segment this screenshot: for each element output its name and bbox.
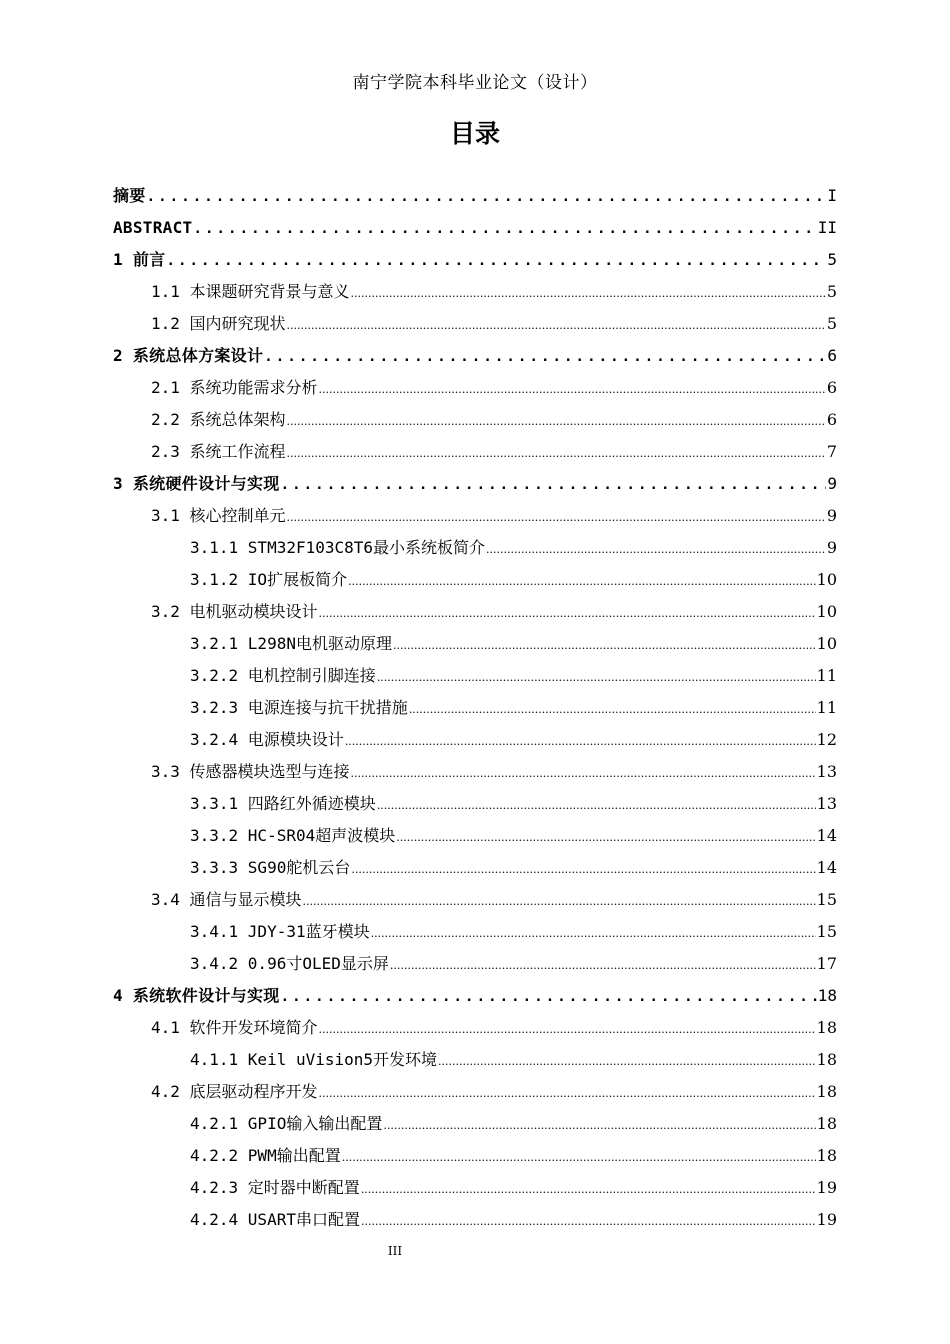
toc-entry-label: 1.1 本课题研究背景与意义 xyxy=(151,282,350,301)
toc-entry-page-number: I xyxy=(827,186,837,205)
toc-leader-dots xyxy=(281,469,827,501)
toc-leader-dots xyxy=(377,662,816,694)
toc-entry[interactable] xyxy=(113,404,837,436)
toc-entry[interactable] xyxy=(113,596,837,628)
toc-entry-label: 3.2.4 电源模块设计 xyxy=(190,730,344,749)
toc-entry-page-number: 13 xyxy=(816,794,837,813)
toc-entry[interactable] xyxy=(113,1012,837,1044)
toc-leader-dots xyxy=(351,758,816,790)
toc-entry-label: 3.2.3 电源连接与抗干扰措施 xyxy=(190,698,408,717)
toc-entry-label: 3.3.1 四路红外循迹模块 xyxy=(190,794,376,813)
toc-entry[interactable] xyxy=(113,980,837,1012)
toc-leader-dots xyxy=(193,213,816,245)
toc-entry-label: 3.1.2 IO扩展板简介 xyxy=(190,570,348,589)
toc-entry-page-number: 14 xyxy=(816,858,837,877)
toc-entry-page-number: 9 xyxy=(826,506,837,525)
toc-entry[interactable] xyxy=(113,1044,837,1076)
toc-entry[interactable] xyxy=(113,1172,837,1204)
toc-leader-dots xyxy=(361,1174,816,1206)
table-of-contents xyxy=(113,180,837,1236)
toc-entry-label: 2 系统总体方案设计 xyxy=(113,346,264,365)
toc-entry[interactable] xyxy=(113,1204,837,1236)
toc-leader-dots xyxy=(319,1078,816,1110)
toc-entry-label: 3.2.2 电机控制引脚连接 xyxy=(190,666,376,685)
toc-entry[interactable] xyxy=(113,180,837,212)
toc-leader-dots xyxy=(383,1110,815,1142)
toc-entry[interactable] xyxy=(113,916,837,948)
toc-entry-label: 3.4 通信与显示模块 xyxy=(151,890,302,909)
toc-entry-label: 1.2 国内研究现状 xyxy=(151,314,286,333)
toc-entry[interactable] xyxy=(113,500,837,532)
page-title: 目录 xyxy=(449,119,500,148)
toc-leader-dots xyxy=(287,502,826,534)
toc-entry-page-number: 15 xyxy=(816,890,837,909)
toc-leader-dots xyxy=(147,181,827,213)
toc-entry-label: 4 系统软件设计与实现 xyxy=(113,986,280,1005)
toc-leader-dots xyxy=(319,598,816,630)
toc-entry-label: 摘要 xyxy=(113,186,146,205)
toc-entry[interactable] xyxy=(113,340,837,372)
toc-entry-label: 3.2 电机驱动模块设计 xyxy=(151,602,318,621)
toc-leader-dots xyxy=(345,726,816,758)
toc-entry-page-number: 18 xyxy=(817,986,837,1005)
toc-entry[interactable] xyxy=(113,756,837,788)
toc-entry-label: 2.2 系统总体架构 xyxy=(151,410,286,429)
toc-entry-page-number: 11 xyxy=(816,666,837,685)
toc-entry[interactable] xyxy=(113,244,837,276)
toc-entry-page-number: 18 xyxy=(816,1114,837,1133)
toc-entry[interactable] xyxy=(113,532,837,564)
toc-leader-dots xyxy=(264,341,826,373)
toc-entry-page-number: 7 xyxy=(826,442,837,461)
toc-entry-page-number: 5 xyxy=(826,314,837,333)
toc-entry[interactable] xyxy=(113,628,837,660)
toc-entry-label: ABSTRACT xyxy=(113,218,193,237)
toc-entry-label: 4.2.3 定时器中断配置 xyxy=(190,1178,360,1197)
toc-entry[interactable] xyxy=(113,1076,837,1108)
toc-entry-page-number: 10 xyxy=(816,570,837,589)
toc-entry-label: 4.2.4 USART串口配置 xyxy=(190,1210,360,1229)
toc-entry-page-number: 6 xyxy=(826,410,837,429)
toc-leader-dots xyxy=(319,374,826,406)
toc-entry-label: 2.1 系统功能需求分析 xyxy=(151,378,318,397)
toc-leader-dots xyxy=(351,278,826,310)
toc-entry[interactable] xyxy=(113,660,837,692)
toc-entry-page-number: 14 xyxy=(816,826,837,845)
toc-entry-page-number: 18 xyxy=(816,1146,837,1165)
toc-leader-dots xyxy=(396,822,815,854)
toc-entry-label: 3.1 核心控制单元 xyxy=(151,506,286,525)
toc-leader-dots xyxy=(351,854,815,886)
toc-entry-page-number: 13 xyxy=(816,762,837,781)
toc-entry[interactable] xyxy=(113,436,837,468)
toc-entry-page-number: 18 xyxy=(816,1018,837,1037)
toc-leader-dots xyxy=(486,534,826,566)
toc-entry[interactable] xyxy=(113,372,837,404)
toc-entry-label: 2.3 系统工作流程 xyxy=(151,442,286,461)
toc-entry-page-number: 19 xyxy=(816,1178,837,1197)
toc-leader-dots xyxy=(287,438,826,470)
toc-entry-label: 3.3.3 SG90舵机云台 xyxy=(190,858,351,877)
toc-entry-page-number: 10 xyxy=(816,634,837,653)
toc-entry-label: 4.2.1 GPIO输入输出配置 xyxy=(190,1114,383,1133)
toc-entry-label: 3.3.2 HC-SR04超声波模块 xyxy=(190,826,396,845)
toc-entry-label: 3.4.1 JDY-31蓝牙模块 xyxy=(190,922,370,941)
toc-entry-label: 3.2.1 L298N电机驱动原理 xyxy=(190,634,392,653)
toc-leader-dots xyxy=(281,981,817,1013)
toc-entry-page-number: 5 xyxy=(826,282,837,301)
toc-entry[interactable] xyxy=(113,692,837,724)
toc-entry-label: 1 前言 xyxy=(113,250,166,269)
toc-entry-page-number: 9 xyxy=(827,474,837,493)
toc-entry-page-number: 5 xyxy=(827,250,837,269)
toc-entry-label: 3.3 传感器模块选型与连接 xyxy=(151,762,350,781)
toc-entry-page-number: 18 xyxy=(816,1082,837,1101)
toc-leader-dots xyxy=(287,406,826,438)
toc-entry-label: 3.1.1 STM32F103C8T6最小系统板简介 xyxy=(190,538,486,557)
toc-leader-dots xyxy=(371,918,816,950)
toc-entry-page-number: 12 xyxy=(816,730,837,749)
toc-entry[interactable] xyxy=(113,212,837,244)
toc-entry-label: 4.1 软件开发环境简介 xyxy=(151,1018,318,1037)
toc-entry-page-number: 17 xyxy=(816,954,837,973)
toc-entry-page-number: 18 xyxy=(816,1050,837,1069)
running-header: 南宁学院本科毕业论文（设计） xyxy=(352,73,598,93)
toc-entry[interactable] xyxy=(113,724,837,756)
toc-leader-dots xyxy=(361,1206,816,1238)
toc-entry-page-number: 19 xyxy=(816,1210,837,1229)
toc-leader-dots xyxy=(393,630,816,662)
toc-entry[interactable] xyxy=(113,1108,837,1140)
toc-leader-dots xyxy=(287,310,826,342)
toc-entry[interactable] xyxy=(113,820,837,852)
toc-entry-label: 4.2.2 PWM输出配置 xyxy=(190,1146,341,1165)
toc-entry-page-number: 6 xyxy=(826,378,837,397)
toc-entry-label: 3 系统硬件设计与实现 xyxy=(113,474,280,493)
toc-entry-page-number: 10 xyxy=(816,602,837,621)
toc-entry[interactable] xyxy=(113,852,837,884)
toc-leader-dots xyxy=(438,1046,816,1078)
toc-leader-dots xyxy=(303,886,816,918)
page-number-footer: III xyxy=(387,1244,403,1258)
toc-leader-dots xyxy=(342,1142,816,1174)
toc-entry-page-number: 6 xyxy=(827,346,837,365)
toc-leader-dots xyxy=(348,566,816,598)
toc-entry[interactable] xyxy=(113,468,837,500)
toc-entry[interactable] xyxy=(113,564,837,596)
toc-entry-label: 4.1.1 Keil uVision5开发环境 xyxy=(190,1050,438,1069)
toc-leader-dots xyxy=(319,1014,816,1046)
toc-leader-dots xyxy=(377,790,816,822)
toc-entry-label: 4.2 底层驱动程序开发 xyxy=(151,1082,318,1101)
toc-entry[interactable] xyxy=(113,948,837,980)
toc-entry[interactable] xyxy=(113,308,837,340)
toc-leader-dots xyxy=(166,245,826,277)
toc-leader-dots xyxy=(409,694,816,726)
toc-entry-page-number: 15 xyxy=(816,922,837,941)
toc-entry-page-number: II xyxy=(817,218,837,237)
toc-entry-page-number: 11 xyxy=(816,698,837,717)
toc-entry-page-number: 9 xyxy=(826,538,837,557)
toc-leader-dots xyxy=(390,950,816,982)
toc-entry[interactable] xyxy=(113,276,837,308)
toc-entry[interactable] xyxy=(113,788,837,820)
toc-entry[interactable] xyxy=(113,1140,837,1172)
toc-entry[interactable] xyxy=(113,884,837,916)
toc-entry-label: 3.4.2 0.96寸OLED显示屏 xyxy=(190,954,389,973)
